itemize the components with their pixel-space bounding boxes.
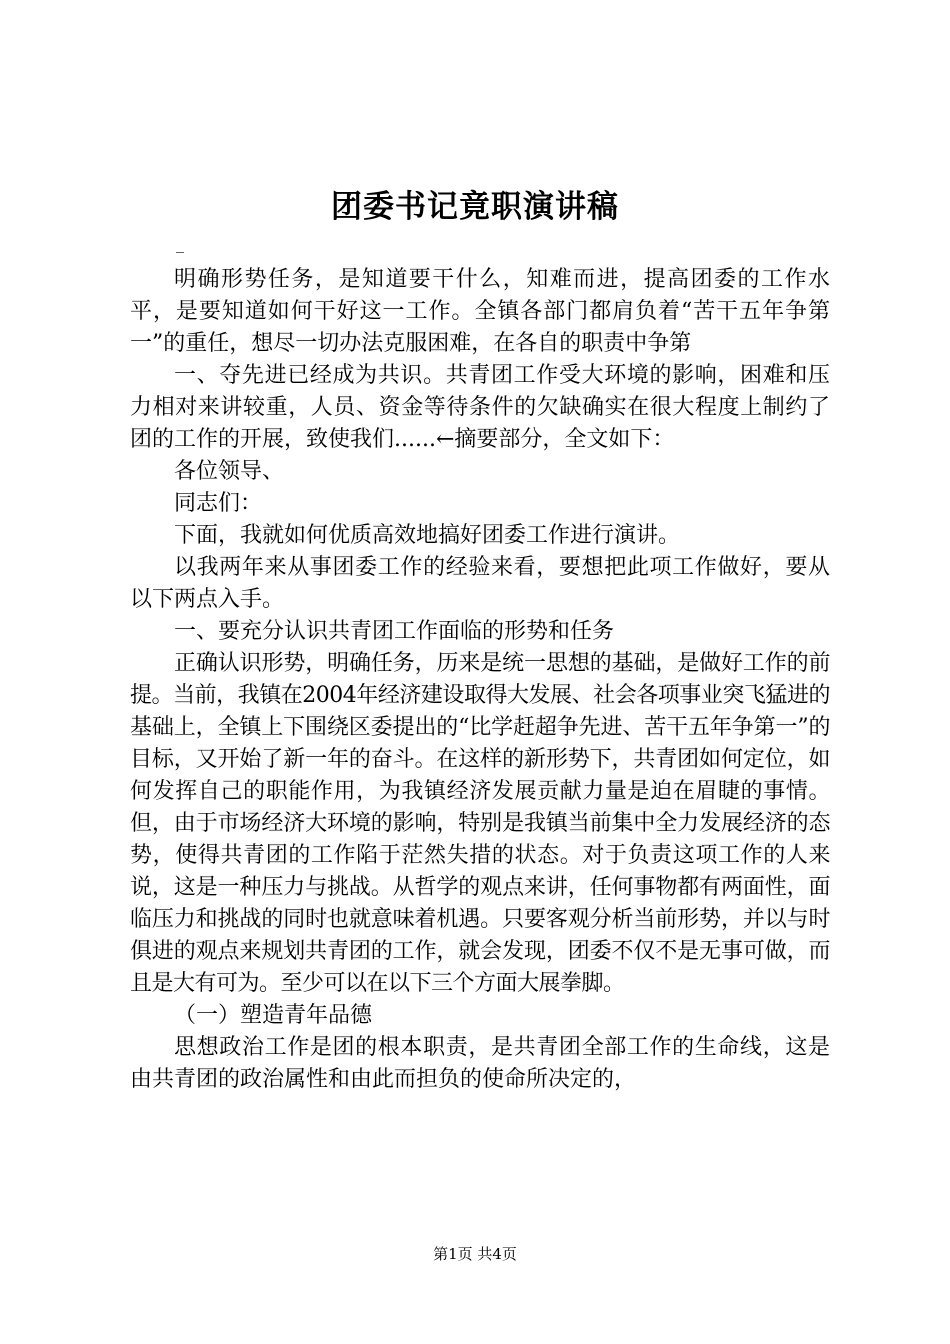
paragraph: 各位领导、 <box>174 459 285 484</box>
document-body <box>130 264 830 1096</box>
document-title: 团委书记竟职演讲稿 <box>331 189 619 225</box>
paragraph: 明确形势任务，是知道要干什么，知难而进，提高团委的工作水平，是要知道如何干好这一工作。全镇各部门都肩负着“苦干五年争第一”的重任，想尽一切办法克服困难，在各自的职责中争第 <box>130 267 830 356</box>
page-footer: 第1页 共4页 <box>433 1245 517 1263</box>
section-heading: 一、要充分认识共青团工作面临的形势和任务 <box>174 619 615 644</box>
paragraph: 以我两年来从事团委工作的经验来看，要想把此项工作做好，要从以下两点入手。 <box>130 555 830 612</box>
paragraph: 下面，我就如何优质高效地搞好团委工作进行演讲。 <box>174 523 681 548</box>
paragraph: 正确认识形势，明确任务，历来是统一思想的基础，是做好工作的前提。当前，我镇在2004年经济建设取得大发展、社会各项事业突飞猛进的基础上，全镇上下围绕区委提出的“比学赶超争先进、苦干五年争第一”的目标，又开始了新一年的奋斗。在这样的新形势下，共青团如何定位，如何发挥自己的职能作用，为我镇经济发展贡献力量是迫在眉睫的事情。但，由于市场经济大环境的影响，特别是我镇当前集中全力发展经济的态势，使得共青团的工作陷于茫然失措的状态。对于负责这项工作的人来说，这是一种压力与挑战。从哲学的观点来讲，任何事物都有两面性，面临压力和挑战的同时也就意味着机遇。只要客观分析当前形势，并以与时俱进的观点来规划共青团的工作，就会发现，团委不仅不是无事可做，而且是大有可为。至少可以在以下三个方面大展拳脚。 <box>130 651 830 996</box>
paragraph: 同志们： <box>174 491 263 516</box>
paragraph: 一、夺先进已经成为共识。共青团工作受大环境的影响，困难和压力相对来讲较重，人员、资金等待条件的欠缺确实在很大程度上制约了团的工作的开展，致使我们......←摘要部分，全文如下： <box>130 363 830 452</box>
paragraph: 思想政治工作是团的根本职责，是共青团全部工作的生命线，这是由共青团的政治属性和由此而担负的使命所决定的， <box>130 1035 830 1092</box>
subsection-heading: （一）塑造青年品德 <box>174 1003 373 1028</box>
subtitle-dash: _ <box>176 234 184 253</box>
